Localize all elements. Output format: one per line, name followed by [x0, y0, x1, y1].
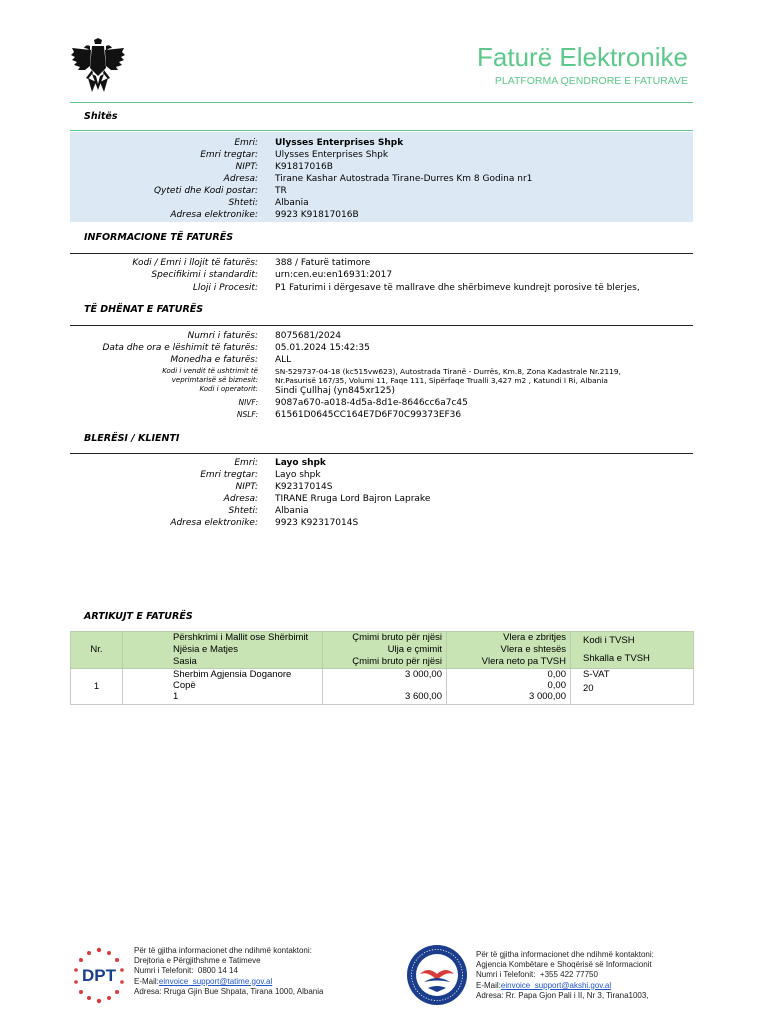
- header-description: [123, 632, 323, 669]
- seller-city-label: Qyteti dhe Kodi postar:: [153, 186, 258, 196]
- invoice-spec: urn:cen.eu:en16931:2017: [275, 270, 393, 280]
- invoice-info-section-title: INFORMACIONE TË FATURËS: [84, 232, 234, 243]
- invoice-number-label: Numri i faturës:: [187, 331, 258, 341]
- nslf-row: [70, 409, 693, 421]
- invoice-type-row: [70, 257, 693, 269]
- seller-address-label: Adresa:: [223, 174, 258, 184]
- footer-left-address: Adresa: Rruga Gjin Bue Shpata, Tirana 1000, Albania: [134, 986, 324, 996]
- footer-dpt-contact: [70, 944, 370, 1004]
- buyer-country: Albania: [275, 506, 309, 516]
- header-disc-2: Vlera e shtesës: [500, 644, 566, 655]
- seller-email-row: [70, 209, 693, 221]
- seller-trade-name: Ulysses Enterprises Shpk: [275, 150, 389, 160]
- dpt-logo-text: DPT: [82, 966, 116, 985]
- row-surcharge: 0,00: [547, 680, 566, 691]
- invoice-date-row: [70, 342, 693, 354]
- invoice-currency: ALL: [275, 355, 292, 365]
- header-divider: [70, 102, 693, 103]
- buyer-name-label: Emri:: [234, 458, 258, 468]
- header-desc-1: Përshkrimi i Mallit ose Shërbimit: [173, 632, 309, 643]
- buyer-country-label: Shteti:: [228, 506, 258, 516]
- header-disc-1: Vlera e zbritjes: [503, 632, 566, 643]
- buyer-nipt-row: [70, 481, 693, 493]
- footer-left-email-line: [134, 977, 323, 987]
- header-price-3: Çmimi bruto për njësi: [352, 656, 442, 667]
- business-location-1: SN-529737-04-18 (kc515vw623), Autostrada Tiranë - Durrës, Km.8, Zona Kadastrale Nr.2119,: [275, 367, 621, 376]
- footer-right-address: Adresa: Rr. Papa Gjon Pali i II, Nr 3, Tirana1003,: [476, 990, 649, 1000]
- business-location-label-2: veprimtarisë së biznesit:: [171, 376, 258, 384]
- footer-right-line1: Për të gjitha informacionet dhe ndihmë kontaktoni:: [476, 950, 654, 959]
- header-discount: [447, 632, 571, 669]
- footer-right-phone-line: [476, 970, 654, 980]
- buyer-name-row: [70, 457, 693, 469]
- items-table: [70, 631, 694, 705]
- invoice-info-divider: [70, 253, 693, 254]
- footer-left-line2: Drejtoria e Përgjithshme e Tatimeve: [134, 956, 261, 966]
- header-desc-2: Njësia e Matjes: [173, 644, 238, 655]
- header-disc-3: Vlera neto pa TVSH: [481, 656, 566, 667]
- header-price-2: Ulja e çmimit: [387, 644, 442, 655]
- header-price: [323, 632, 447, 669]
- buyer-nipt: K92317014S: [275, 482, 333, 492]
- seller-trade-name-row: [70, 149, 693, 161]
- seller-country: Albania: [275, 198, 309, 208]
- invoice-currency-row: [70, 354, 693, 366]
- seller-address-row: [70, 173, 693, 185]
- row-unit: Copë: [173, 680, 196, 691]
- seller-nipt: K91817016B: [275, 162, 333, 172]
- buyer-trade-name-label: Emri tregtar:: [200, 470, 258, 480]
- header-vat: [571, 632, 694, 669]
- header-price-1: Çmimi bruto për njësi: [352, 632, 442, 643]
- buyer-address-label: Adresa:: [223, 494, 258, 504]
- document-subtitle: PLATFORMA QENDRORE E FATURAVE: [494, 75, 688, 87]
- nivf-label: NIVF:: [238, 398, 258, 407]
- footer-left-line1: Për të gjitha informacionet dhe ndihmë kontaktoni:: [134, 946, 312, 955]
- footer-left-phone-line: [134, 966, 323, 976]
- row-price: [323, 669, 447, 705]
- operator-row: [70, 385, 693, 397]
- business-location-label-1: Kodi i vendit të ushtrimit të: [162, 367, 258, 375]
- buyer-trade-name-row: [70, 469, 693, 481]
- footer-right-line2: Agjencia Kombëtare e Shoqërisë së Informacionit: [476, 960, 652, 970]
- seller-name-label: Emri:: [234, 138, 258, 148]
- row-vat-rate: 20: [583, 683, 594, 694]
- seller-nipt-row: [70, 161, 693, 173]
- nslf-label: NSLF:: [236, 410, 258, 419]
- footer-left-phone: 0800 14 14: [197, 966, 238, 976]
- invoice-type: 388 / Faturë tatimore: [275, 258, 371, 268]
- business-location-row-1: [70, 367, 693, 376]
- seller-email-label: Adresa elektronike:: [170, 210, 258, 220]
- invoice-number-row: [70, 330, 693, 342]
- operator-label: Kodi i operatorit:: [199, 385, 258, 393]
- seller-country-label: Shteti:: [228, 198, 258, 208]
- footer-left-email-label: E-Mail:: [134, 976, 159, 986]
- akshi-seal-icon: [406, 944, 468, 1006]
- items-table-header: [71, 632, 694, 669]
- buyer-address: TIRANE Rruga Lord Bajron Laprake: [275, 494, 431, 504]
- invoice-date: 05.01.2024 15:42:35: [275, 343, 370, 353]
- buyer-address-row: [70, 493, 693, 505]
- seller-email: 9923 K91817016B: [275, 210, 359, 220]
- buyer-country-row: [70, 505, 693, 517]
- seller-name-row: [70, 137, 693, 149]
- invoice-number: 8075681/2024: [275, 331, 342, 341]
- seller-trade-name-label: Emri tregtar:: [200, 150, 258, 160]
- business-location-row-2: [70, 376, 693, 385]
- row-vat-code: S-VAT: [583, 669, 610, 680]
- nslf-value: 61561D0645CC164E7D6F70C99373EF36: [275, 410, 462, 420]
- invoice-type-label: Kodi / Emri i llojit të faturës:: [132, 258, 258, 268]
- invoice-date-label: Data dhe ora e lëshimit të faturës:: [102, 343, 258, 353]
- row-gross-price-2: 3 600,00: [405, 691, 442, 702]
- dpt-logo-icon: [70, 946, 128, 1004]
- footer-right-phone-label: Numri i Telefonit:: [476, 970, 536, 980]
- buyer-nipt-label: NIPT:: [235, 482, 258, 492]
- buyer-email-label: Adresa elektronike:: [170, 518, 258, 528]
- header-nr: Nr.: [71, 632, 123, 669]
- invoice-spec-row: [70, 269, 693, 281]
- invoice-process: P1 Faturimi i dërgesave të mallrave dhe shërbimeve kundrejt porosive të blerjes,: [275, 283, 640, 293]
- row-price-discount: [327, 680, 442, 691]
- footer-right-phone: +355 422 77750: [539, 970, 598, 980]
- footer-right-email-link[interactable]: einvoice_support@akshi.gov.al: [500, 980, 612, 990]
- footer-right-text: [476, 950, 654, 1001]
- row-discount: [447, 669, 571, 705]
- row-nr: 1: [71, 669, 123, 705]
- buyer-email: 9923 K92317014S: [275, 518, 359, 528]
- seller-section-title: Shitës: [84, 111, 118, 122]
- footer-left-text: [134, 946, 323, 997]
- footer-left-phone-label: Numri i Telefonit:: [134, 966, 194, 976]
- seller-divider: [70, 130, 693, 131]
- invoice-data-section-title: TË DHËNAT E FATURËS: [84, 304, 204, 315]
- footer-akshi-contact: [406, 944, 706, 1004]
- header-vat-1: Kodi i TVSH: [583, 635, 635, 646]
- invoice-spec-label: Specifikimi i standardit:: [151, 270, 258, 280]
- footer-right-email-line: [476, 981, 654, 991]
- seller-city-row: [70, 185, 693, 197]
- footer-left-email-link[interactable]: einvoice_support@tatime.gov.al: [158, 976, 273, 986]
- invoice-data-divider: [70, 325, 693, 326]
- table-row: [71, 669, 694, 705]
- invoice-currency-label: Monedha e faturës:: [170, 355, 258, 365]
- buyer-email-row: [70, 517, 693, 529]
- buyer-section-title: BLERËSI / KLIENTI: [84, 433, 180, 444]
- buyer-trade-name: Layo shpk: [275, 470, 321, 480]
- row-gross-price: 3 000,00: [405, 669, 442, 680]
- items-section-title: ARTIKUJT E FATURËS: [84, 611, 193, 622]
- footer-right-email-label: E-Mail:: [476, 980, 501, 990]
- buyer-name: Layo shpk: [275, 458, 326, 468]
- nivf-row: [70, 397, 693, 409]
- row-desc: Sherbim Agjensia Doganore: [173, 669, 292, 680]
- operator-code: Sindi Çullhaj (yn845xr125): [275, 386, 395, 396]
- seller-country-row: [70, 197, 693, 209]
- row-description: [123, 669, 323, 705]
- invoice-process-label: Lloji i Procesit:: [192, 283, 258, 293]
- row-vat: [571, 669, 694, 705]
- header-vat-2: Shkalla e TVSH: [583, 653, 650, 664]
- albanian-eagle-emblem-icon: [70, 38, 126, 98]
- row-discount-value: 0,00: [547, 669, 566, 680]
- seller-nipt-label: NIPT:: [235, 162, 258, 172]
- seller-address: Tirane Kashar Autostrada Tirane-Durres Km 8 Godina nr1: [275, 174, 533, 184]
- row-net: 3 000,00: [529, 691, 566, 702]
- seller-name: Ulysses Enterprises Shpk: [275, 138, 404, 148]
- invoice-process-row: [70, 282, 693, 294]
- header-desc-3: Sasia: [173, 656, 197, 667]
- nivf-value: 9087a670-a018-4d5a-8d1e-8646cc6a7c45: [275, 398, 468, 408]
- document-title: Faturë Elektronike: [477, 42, 688, 72]
- buyer-divider: [70, 453, 693, 454]
- seller-city: TR: [275, 186, 287, 196]
- row-qty: 1: [173, 691, 179, 702]
- business-location-2: Nr.Pasurisë 167/35, Volumi 11, Faqe 111, Sipërfaqe Trualli 3,427 m2 , Katundi I Ri, Albania: [275, 376, 608, 385]
